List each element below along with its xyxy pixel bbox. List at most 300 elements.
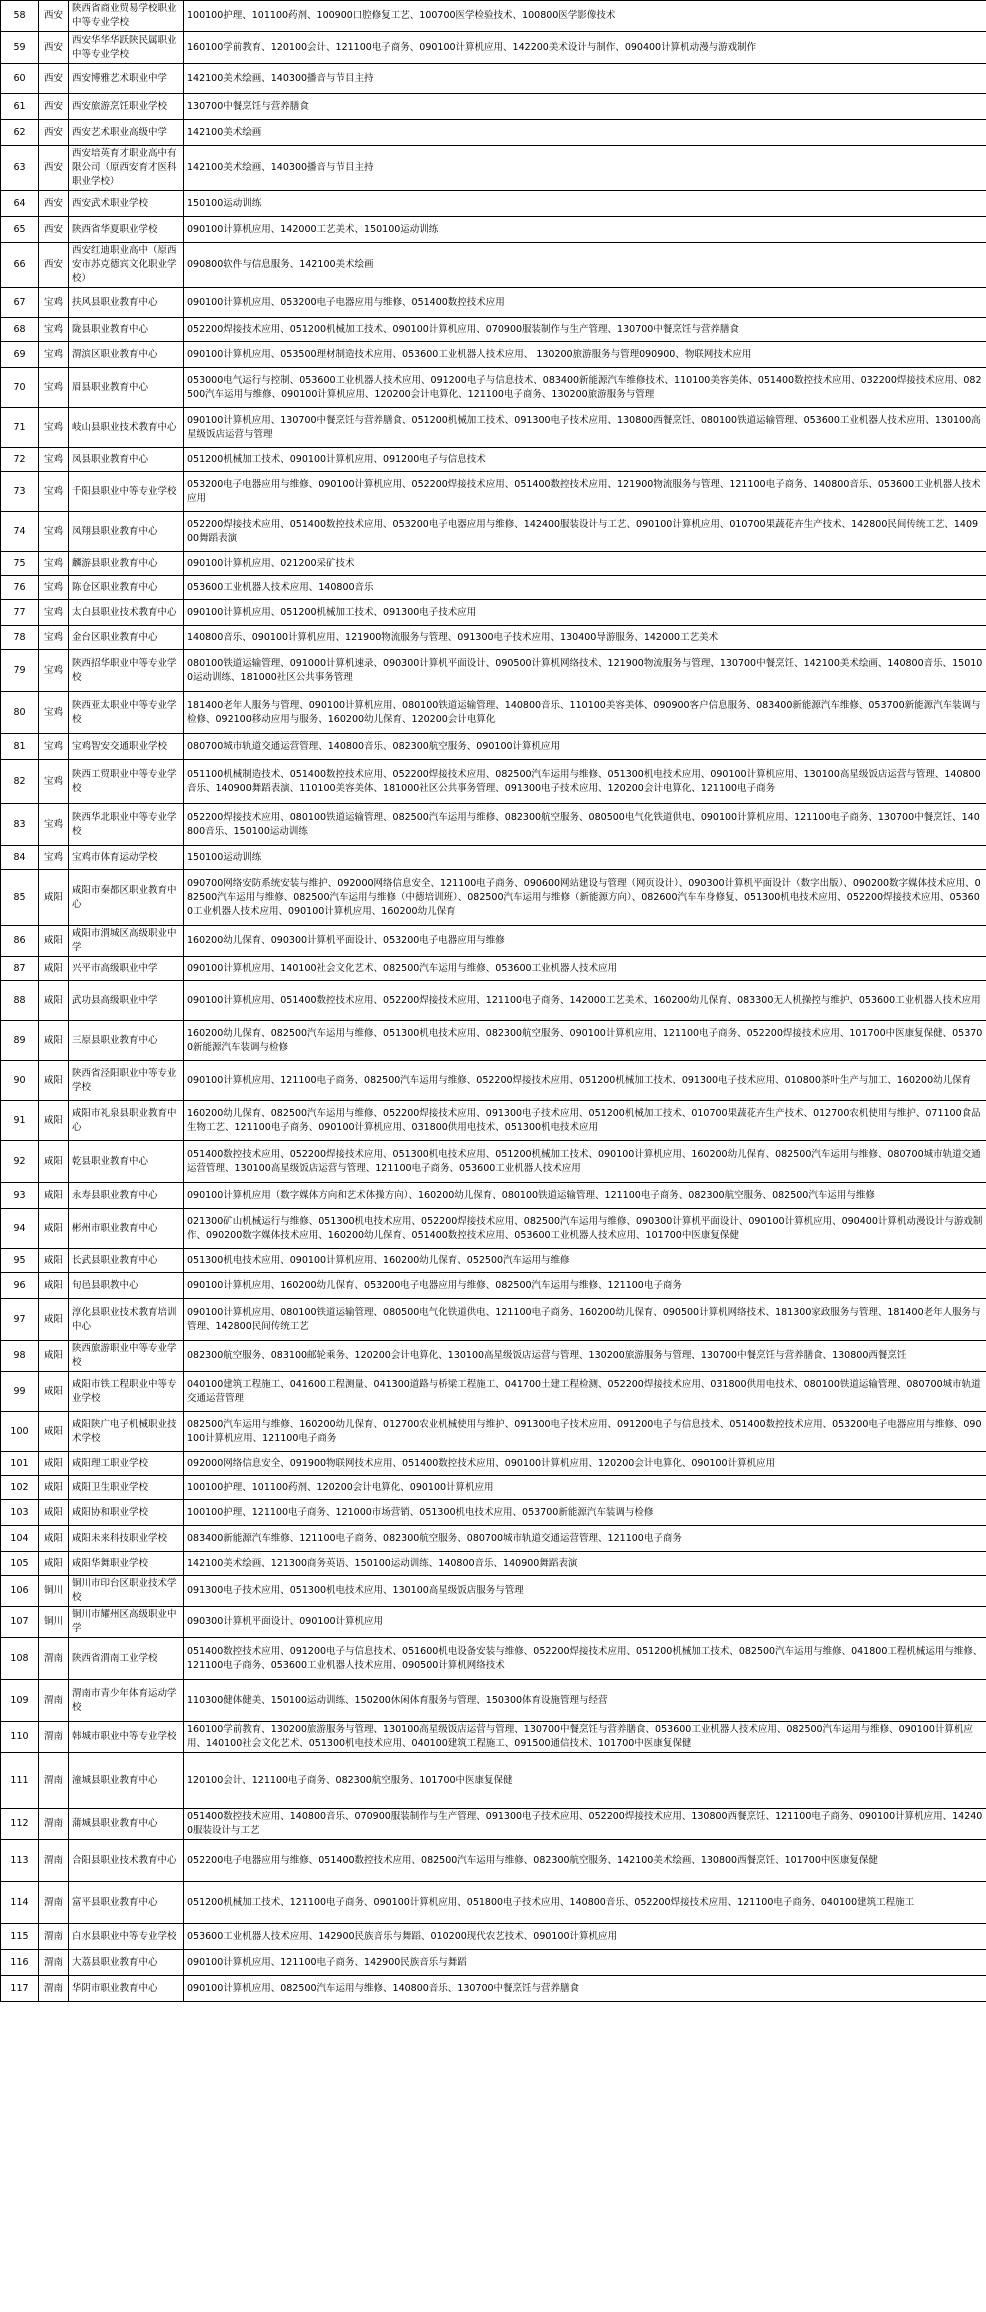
row-school: 长武县职业教育中心 <box>69 1249 184 1273</box>
row-school: 铜川市耀州区高级职业中学 <box>69 1607 184 1638</box>
row-city: 咸阳 <box>39 1299 69 1341</box>
row-number: 100 <box>1 1412 39 1452</box>
row-school: 三原县职业教育中心 <box>69 1021 184 1061</box>
row-city: 咸阳 <box>39 1412 69 1452</box>
row-city: 西安 <box>39 217 69 243</box>
row-school: 金台区职业教育中心 <box>69 626 184 650</box>
table-row <box>1 1 986 32</box>
row-majors: 082300航空服务、083100邮轮乘务、120200会计电算化、130100高星级饭店运营与管理、130200旅游服务与管理、130700中餐烹饪与营养膳食、130800西餐烹饪 <box>184 1341 986 1372</box>
row-city: 西安 <box>39 146 69 191</box>
row-number: 79 <box>1 650 39 692</box>
row-school: 武功县高级职业中学 <box>69 981 184 1021</box>
row-number: 109 <box>1 1680 39 1722</box>
row-number: 70 <box>1 368 39 408</box>
row-school: 大荔县职业教育中心 <box>69 1950 184 1976</box>
table-row <box>1 217 986 243</box>
row-number: 110 <box>1 1722 39 1753</box>
row-number: 81 <box>1 734 39 760</box>
table-row <box>1 1882 986 1924</box>
row-number: 68 <box>1 318 39 342</box>
row-school: 潼城县职业教育中心 <box>69 1753 184 1809</box>
row-school: 太白县职业技术教育中心 <box>69 600 184 626</box>
row-number: 105 <box>1 1552 39 1576</box>
row-majors: 090100计算机应用、142000工艺美术、150100运动训练 <box>184 217 986 243</box>
row-school: 陇县职业教育中心 <box>69 318 184 342</box>
row-number: 58 <box>1 1 39 32</box>
row-majors: 120100会计、121100电子商务、082300航空服务、101700中医康复保健 <box>184 1753 986 1809</box>
row-school: 陕西旅游职业中等专业学校 <box>69 1341 184 1372</box>
row-number: 106 <box>1 1576 39 1607</box>
table-row <box>1 342 986 368</box>
table-row <box>1 512 986 552</box>
row-number: 69 <box>1 342 39 368</box>
row-majors: 090100计算机应用、080100铁道运输管理、080500电气化铁道供电、121100电子商务、160200幼儿保育、090500计算机网络技术、181300家政服务与管理、181400老年人服务与管理、142800民间传统工艺 <box>184 1299 986 1341</box>
row-number: 73 <box>1 472 39 512</box>
table-row <box>1 1476 986 1500</box>
row-majors: 052200焊接技术应用、080100铁道运输管理、082500汽车运用与维修、082300航空服务、080500电气化铁道供电、090100计算机应用、121100电子商务、130700中餐烹饪、140800音乐、150100运动训练 <box>184 804 986 846</box>
row-number: 83 <box>1 804 39 846</box>
row-school: 陕西省渭南工业学校 <box>69 1638 184 1680</box>
row-city: 渭南 <box>39 1976 69 2002</box>
row-majors: 080100铁道运输管理、091000计算机速录、090300计算机平面设计、090500计算机网络技术、121900物流服务与管理、130700中餐烹饪、142100美术绘画、140800音乐、150100运动训练、181000社区公共事务管理 <box>184 650 986 692</box>
row-number: 85 <box>1 870 39 926</box>
row-city: 西安 <box>39 191 69 217</box>
row-number: 89 <box>1 1021 39 1061</box>
row-school: 扶风县职业教育中心 <box>69 288 184 318</box>
table-row <box>1 600 986 626</box>
row-number: 87 <box>1 957 39 981</box>
row-majors: 082500汽车运用与维修、160200幼儿保育、012700农业机械使用与维护、091300电子技术应用、091200电子与信息技术、051400数控技术应用、053200电子电器应用与维修、090100计算机应用、121100电子商务 <box>184 1412 986 1452</box>
row-school: 陕西华北职业中等专业学校 <box>69 804 184 846</box>
table-body <box>1 1 986 2002</box>
row-school: 陕西工贸职业中等专业学校 <box>69 760 184 804</box>
row-majors: 051200机械加工技术、121100电子商务、090100计算机应用、051800电子技术应用、140800音乐、052200焊接技术应用、121100电子商务、040100建筑工程施工 <box>184 1882 986 1924</box>
row-school: 西安红迪职业高中（原西安市苏克德宾文化职业学校） <box>69 243 184 288</box>
row-city: 宝鸡 <box>39 760 69 804</box>
row-city: 咸阳 <box>39 1476 69 1500</box>
row-number: 115 <box>1 1924 39 1950</box>
table-row <box>1 1526 986 1552</box>
table-row <box>1 1976 986 2002</box>
row-majors: 160200幼儿保育、082500汽车运用与维修、052200焊接技术应用、091300电子技术应用、051200机械加工技术、010700果蔬花卉生产技术、012700农机使用与维护、071100食品生物工艺、121100电子商务、090100计算机应用、031800供用电技术、051300机电技术应用 <box>184 1101 986 1141</box>
table-row <box>1 243 986 288</box>
table-row <box>1 1021 986 1061</box>
table-row <box>1 1607 986 1638</box>
row-city: 渭南 <box>39 1680 69 1722</box>
row-number: 74 <box>1 512 39 552</box>
row-majors: 090100计算机应用、121100电子商务、082500汽车运用与维修、052200焊接技术应用、051200机械加工技术、091300电子技术应用、010800茶叶生产与加工、160200幼儿保育 <box>184 1061 986 1101</box>
row-number: 92 <box>1 1141 39 1183</box>
row-city: 宝鸡 <box>39 448 69 472</box>
row-number: 76 <box>1 576 39 600</box>
row-city: 宝鸡 <box>39 692 69 734</box>
table-row <box>1 760 986 804</box>
row-school: 永寿县职业教育中心 <box>69 1183 184 1209</box>
row-city: 宝鸡 <box>39 846 69 870</box>
row-number: 97 <box>1 1299 39 1341</box>
table-row <box>1 1500 986 1526</box>
row-majors: 140800音乐、090100计算机应用、121900物流服务与管理、091300电子技术应用、130400导游服务、142000工艺美术 <box>184 626 986 650</box>
table-row <box>1 1840 986 1882</box>
table-row <box>1 1209 986 1249</box>
row-majors: 052200焊接技术应用、051400数控技术应用、053200电子电器应用与维修、142400服装设计与工艺、090100计算机应用、010700果蔬花卉生产技术、142800民间传统工艺、140900舞蹈表演 <box>184 512 986 552</box>
row-majors: 142100美术绘画、121300商务英语、150100运动训练、140800音乐、140900舞蹈表演 <box>184 1552 986 1576</box>
row-number: 104 <box>1 1526 39 1552</box>
row-city: 咸阳 <box>39 1341 69 1372</box>
table-row <box>1 1183 986 1209</box>
row-majors: 142100美术绘画、140300播音与节目主持 <box>184 146 986 191</box>
row-school: 眉县职业教育中心 <box>69 368 184 408</box>
row-majors: 051200机械加工技术、090100计算机应用、091200电子与信息技术 <box>184 448 986 472</box>
row-majors: 090100计算机应用、160200幼儿保育、053200电子电器应用与维修、082500汽车运用与维修、121100电子商务 <box>184 1273 986 1299</box>
table-row <box>1 94 986 120</box>
table-row <box>1 191 986 217</box>
row-school: 合阳县职业技术教育中心 <box>69 1840 184 1882</box>
row-city: 宝鸡 <box>39 600 69 626</box>
table-row <box>1 120 986 146</box>
row-majors: 100100护理、101100药剂、100900口腔修复工艺、100700医学检验技术、100800医学影像技术 <box>184 1 986 32</box>
row-majors: 052200电子电器应用与维修、051400数控技术应用、082500汽车运用与维修、082300航空服务、142100美术绘画、130800西餐烹饪、101700中医康复保健 <box>184 1840 986 1882</box>
table-row <box>1 1576 986 1607</box>
table-row <box>1 981 986 1021</box>
row-school: 白水县职业中等专业学校 <box>69 1924 184 1950</box>
row-number: 94 <box>1 1209 39 1249</box>
table-row <box>1 472 986 512</box>
row-majors: 090300计算机平面设计、090100计算机应用 <box>184 1607 986 1638</box>
row-school: 西安华华华跃陕民属职业中等专业学校 <box>69 32 184 64</box>
row-majors: 160100学前教育、130200旅游服务与管理、130100高星级饭店运营与管理、130700中餐烹饪与营养膳食、053600工业机器人技术应用、082500汽车运用与维修、090100计算机应用、140100社会文化艺术、051300机电技术应用、040100建筑工程施工、091500通信技术、101700中医康复保健 <box>184 1722 986 1753</box>
row-majors: 150100运动训练 <box>184 846 986 870</box>
row-city: 咸阳 <box>39 1552 69 1576</box>
row-majors: 100100护理、121100电子商务、121000市场营销、051300机电技术应用、053700新能源汽车装调与检修 <box>184 1500 986 1526</box>
row-majors: 051400数控技术应用、140800音乐、070900服装制作与生产管理、091300电子技术应用、052200焊接技术应用、130800西餐烹饪、121100电子商务、090100计算机应用、142400服装设计与工艺 <box>184 1809 986 1840</box>
row-school: 旬邑县职教中心 <box>69 1273 184 1299</box>
row-majors: 051300机电技术应用、090100计算机应用、160200幼儿保育、052500汽车运用与维修 <box>184 1249 986 1273</box>
table-row <box>1 1552 986 1576</box>
table-row <box>1 1341 986 1372</box>
row-school: 凤县职业教育中心 <box>69 448 184 472</box>
row-number: 113 <box>1 1840 39 1882</box>
row-city: 咸阳 <box>39 1273 69 1299</box>
row-school: 咸阳理工职业学校 <box>69 1452 184 1476</box>
row-school: 渭滨区职业教育中心 <box>69 342 184 368</box>
row-city: 西安 <box>39 32 69 64</box>
row-city: 渭南 <box>39 1840 69 1882</box>
row-majors: 053200电子电器应用与维修、090100计算机应用、052200焊接技术应用、051400数控技术应用、121900物流服务与管理、121100电子商务、140800音乐、053600工业机器人技术应用 <box>184 472 986 512</box>
row-city: 渭南 <box>39 1753 69 1809</box>
row-city: 咸阳 <box>39 1249 69 1273</box>
table-row <box>1 1299 986 1341</box>
row-majors: 080700城市轨道交通运营管理、140800音乐、082300航空服务、090100计算机应用 <box>184 734 986 760</box>
row-majors: 160200幼儿保育、082500汽车运用与维修、051300机电技术应用、082300航空服务、090100计算机应用、121100电子商务、052200焊接技术应用、101700中医康复保健、053700新能源汽车装调与检修 <box>184 1021 986 1061</box>
table-row <box>1 1950 986 1976</box>
row-school: 蒲城县职业教育中心 <box>69 1809 184 1840</box>
row-majors: 142100美术绘画、140300播音与节目主持 <box>184 64 986 94</box>
row-city: 宝鸡 <box>39 650 69 692</box>
row-city: 宝鸡 <box>39 626 69 650</box>
row-majors: 090100计算机应用、082500汽车运用与维修、140800音乐、130700中餐烹饪与营养膳食 <box>184 1976 986 2002</box>
row-city: 渭南 <box>39 1809 69 1840</box>
table-row <box>1 408 986 448</box>
row-majors: 021300矿山机械运行与维修、051300机电技术应用、052200焊接技术应用、082500汽车运用与维修、090300计算机平面设计、090100计算机应用、090400计算机动漫设计与游戏制作、090200数字媒体技术应用、160200幼儿保育、051400数控技术应用、053600工业机器人技术应用、101700中医康复保健 <box>184 1209 986 1249</box>
table-row <box>1 926 986 957</box>
table-row <box>1 32 986 64</box>
row-city: 渭南 <box>39 1722 69 1753</box>
row-city: 宝鸡 <box>39 472 69 512</box>
row-city: 咸阳 <box>39 1209 69 1249</box>
table-row <box>1 1412 986 1452</box>
row-majors: 090100计算机应用、053500理材制造技术应用、053600工业机器人技术应用、 130200旅游服务与管理090900、物联网技术应用 <box>184 342 986 368</box>
row-majors: 142100美术绘画 <box>184 120 986 146</box>
row-number: 65 <box>1 217 39 243</box>
row-number: 111 <box>1 1753 39 1809</box>
table-row <box>1 1249 986 1273</box>
table-row <box>1 1753 986 1809</box>
row-school: 铜川市印台区职业技术学校 <box>69 1576 184 1607</box>
row-number: 60 <box>1 64 39 94</box>
row-school: 渭南市青少年体育运动学校 <box>69 1680 184 1722</box>
row-city: 渭南 <box>39 1882 69 1924</box>
row-school: 韩城市职业中等专业学校 <box>69 1722 184 1753</box>
row-majors: 040100建筑工程施工、041600工程测量、041300道路与桥梁工程施工、041700土建工程检测、052200焊接技术应用、031800供用电技术、080100铁道运输管理、080700城市轨道交通运营管理 <box>184 1372 986 1412</box>
row-school: 淳化县职业技术教育培训中心 <box>69 1299 184 1341</box>
row-city: 咸阳 <box>39 1101 69 1141</box>
row-city: 咸阳 <box>39 926 69 957</box>
row-school: 陈仓区职业教育中心 <box>69 576 184 600</box>
row-number: 77 <box>1 600 39 626</box>
row-majors: 053600工业机器人技术应用、140800音乐 <box>184 576 986 600</box>
table-row <box>1 146 986 191</box>
row-majors: 150100运动训练 <box>184 191 986 217</box>
row-school: 华阴市职业教育中心 <box>69 1976 184 2002</box>
row-city: 咸阳 <box>39 1183 69 1209</box>
row-school: 宝鸡市体育运动学校 <box>69 846 184 870</box>
row-majors: 052200焊接技术应用、051200机械加工技术、090100计算机应用、070900服装制作与生产管理、130700中餐烹饪与营养膳食 <box>184 318 986 342</box>
row-majors: 090100计算机应用、130700中餐烹饪与营养膳食、051200机械加工技术、091300电子技术应用、130800西餐烹饪、080100铁道运输管理、053600工业机器人技术应用、130100高星级饭店运营与管理 <box>184 408 986 448</box>
row-school: 西安艺术职业高级中学 <box>69 120 184 146</box>
row-number: 59 <box>1 32 39 64</box>
row-city: 宝鸡 <box>39 552 69 576</box>
row-school: 咸阳市礼泉县职业教育中心 <box>69 1101 184 1141</box>
table-row <box>1 552 986 576</box>
row-number: 99 <box>1 1372 39 1412</box>
row-school: 宝鸡智安交通职业学校 <box>69 734 184 760</box>
row-number: 63 <box>1 146 39 191</box>
row-number: 93 <box>1 1183 39 1209</box>
row-school: 麟游县职业教育中心 <box>69 552 184 576</box>
row-number: 84 <box>1 846 39 870</box>
row-majors: 090100计算机应用、051200机械加工技术、091300电子技术应用 <box>184 600 986 626</box>
row-city: 咸阳 <box>39 981 69 1021</box>
row-school: 西安旅游烹饪职业学校 <box>69 94 184 120</box>
row-city: 宝鸡 <box>39 576 69 600</box>
row-city: 咸阳 <box>39 1372 69 1412</box>
table-row <box>1 318 986 342</box>
row-majors: 092000网络信息安全、091900物联网技术应用、051400数控技术应用、090100计算机应用、120200会计电算化、090100计算机应用 <box>184 1452 986 1476</box>
row-city: 渭南 <box>39 1924 69 1950</box>
table-row <box>1 1141 986 1183</box>
row-number: 72 <box>1 448 39 472</box>
row-city: 西安 <box>39 64 69 94</box>
row-school: 乾县职业教育中心 <box>69 1141 184 1183</box>
table-row <box>1 1638 986 1680</box>
row-city: 宝鸡 <box>39 408 69 448</box>
table-row <box>1 576 986 600</box>
table-row <box>1 1452 986 1476</box>
row-school: 陕西省商业贸易学校职业中等专业学校 <box>69 1 184 32</box>
table-row <box>1 1372 986 1412</box>
row-majors: 051400数控技术应用、052200焊接技术应用、051300机电技术应用、051200机械加工技术、090100计算机应用、160200幼儿保育、082500汽车运用与维修、080700城市轨道交通运营管理、130100高星级饭店运营与管理、121100电子商务、053600工业机器人技术应用 <box>184 1141 986 1183</box>
row-number: 66 <box>1 243 39 288</box>
table-row <box>1 1924 986 1950</box>
row-school: 千阳县职业中等专业学校 <box>69 472 184 512</box>
row-number: 64 <box>1 191 39 217</box>
row-city: 西安 <box>39 1 69 32</box>
table-row <box>1 1722 986 1753</box>
row-number: 103 <box>1 1500 39 1526</box>
row-number: 67 <box>1 288 39 318</box>
row-school: 陕西招华职业中等专业学校 <box>69 650 184 692</box>
row-majors: 091300电子技术应用、051300机电技术应用、130100高星级饭店服务与管理 <box>184 1576 986 1607</box>
row-majors: 160200幼儿保育、090300计算机平面设计、053200电子电器应用与维修 <box>184 926 986 957</box>
row-city: 渭南 <box>39 1950 69 1976</box>
row-majors: 051400数控技术应用、091200电子与信息技术、051600机电设备安装与维修、052200焊接技术应用、051200机械加工技术、082500汽车运用与维修、041800工程机械运用与维修、121100电子商务、053600工业机器人技术应用、090500计算机网络技术 <box>184 1638 986 1680</box>
table-row <box>1 1680 986 1722</box>
row-school: 陕西省华夏职业学校 <box>69 217 184 243</box>
row-majors: 083400新能源汽车维修、121100电子商务、082300航空服务、080700城市轨道交通运营管理、121100电子商务 <box>184 1526 986 1552</box>
row-city: 咸阳 <box>39 1500 69 1526</box>
row-number: 62 <box>1 120 39 146</box>
row-number: 80 <box>1 692 39 734</box>
table-row <box>1 1809 986 1840</box>
row-school: 富平县职业教育中心 <box>69 1882 184 1924</box>
table-row <box>1 692 986 734</box>
row-city: 铜川 <box>39 1576 69 1607</box>
row-number: 102 <box>1 1476 39 1500</box>
row-number: 86 <box>1 926 39 957</box>
row-school: 西安武术职业学校 <box>69 191 184 217</box>
row-majors: 110300健体健美、150100运动训练、150200休闲体育服务与管理、150300体育设施管理与经营 <box>184 1680 986 1722</box>
table-row <box>1 288 986 318</box>
row-majors: 053000电气运行与控制、053600工业机器人技术应用、091200电子与信息技术、083400新能源汽车维修技术、110100美容美体、051400数控技术应用、032200焊接技术应用、082500汽车运用与维修、090100计算机应用、120200会计电算化、121100电子商务、130200旅游服务与管理 <box>184 368 986 408</box>
table-row <box>1 870 986 926</box>
row-majors: 090100计算机应用、121100电子商务、142900民族音乐与舞蹈 <box>184 1950 986 1976</box>
row-number: 61 <box>1 94 39 120</box>
row-school: 咸阳陕广电子机械职业技术学校 <box>69 1412 184 1452</box>
row-number: 112 <box>1 1809 39 1840</box>
row-city: 咸阳 <box>39 1141 69 1183</box>
table-row <box>1 626 986 650</box>
row-school: 咸阳未来科技职业学校 <box>69 1526 184 1552</box>
row-majors: 090100计算机应用、053200电子电器应用与维修、051400数控技术应用 <box>184 288 986 318</box>
row-city: 宝鸡 <box>39 512 69 552</box>
row-city: 咸阳 <box>39 1526 69 1552</box>
table-row <box>1 368 986 408</box>
row-majors: 090700网络安防系统安装与维护、092000网络信息安全、121100电子商务、090600网站建设与管理（网页设计）、090300计算机平面设计（数字出版）、090200数字媒体技术应用、082500汽车运用与维修、082500汽车运用与维修（中德培训班）、082500汽车运用与维修（新能源方向）、082600汽车车身修复、051300机电技术应用、052200焊接技术应用、053600工业机器人技术应用、090100计算机应用、160200幼儿保育 <box>184 870 986 926</box>
row-majors: 053600工业机器人技术应用、142900民族音乐与舞蹈、010200现代农艺技术、090100计算机应用 <box>184 1924 986 1950</box>
row-number: 82 <box>1 760 39 804</box>
row-number: 116 <box>1 1950 39 1976</box>
row-majors: 181400老年人服务与管理、090100计算机应用、080100铁道运输管理、140800音乐、110100美容美体、090900客户信息服务、083400新能源汽车维修、053700新能源汽车装调与检修、092100移动应用与服务、160200幼儿保育、120200会计电算化 <box>184 692 986 734</box>
row-number: 107 <box>1 1607 39 1638</box>
row-majors: 090100计算机应用、140100社会文化艺术、082500汽车运用与维修、053600工业机器人技术应用 <box>184 957 986 981</box>
row-city: 咸阳 <box>39 1021 69 1061</box>
row-city: 咸阳 <box>39 1061 69 1101</box>
row-majors: 090800软件与信息服务、142100美术绘画 <box>184 243 986 288</box>
row-city: 宝鸡 <box>39 804 69 846</box>
row-city: 咸阳 <box>39 1452 69 1476</box>
row-city: 西安 <box>39 243 69 288</box>
table-row <box>1 448 986 472</box>
row-city: 咸阳 <box>39 870 69 926</box>
row-number: 75 <box>1 552 39 576</box>
row-school: 彬州市职业教育中心 <box>69 1209 184 1249</box>
table-row <box>1 846 986 870</box>
row-majors: 130700中餐烹饪与营养膳食 <box>184 94 986 120</box>
row-city: 西安 <box>39 120 69 146</box>
row-majors: 090100计算机应用、021200采矿技术 <box>184 552 986 576</box>
table-row <box>1 734 986 760</box>
row-majors: 090100计算机应用（数字媒体方向和艺术体操方向）、160200幼儿保育、080100铁道运输管理、121100电子商务、082300航空服务、082500汽车运用与维修 <box>184 1183 986 1209</box>
table-row <box>1 1061 986 1101</box>
row-school: 咸阳卫生职业学校 <box>69 1476 184 1500</box>
row-school: 陕西省泾阳职业中等专业学校 <box>69 1061 184 1101</box>
row-city: 宝鸡 <box>39 734 69 760</box>
row-school: 咸阳华舞职业学校 <box>69 1552 184 1576</box>
row-school: 凤翔县职业教育中心 <box>69 512 184 552</box>
row-city: 宝鸡 <box>39 318 69 342</box>
row-number: 96 <box>1 1273 39 1299</box>
row-school: 西安培英育才职业高中有限公司（原西安育才医科职业学校） <box>69 146 184 191</box>
row-school: 咸阳市秦都区职业教育中心 <box>69 870 184 926</box>
row-number: 71 <box>1 408 39 448</box>
row-city: 咸阳 <box>39 957 69 981</box>
row-majors: 100100护理、101100药剂、120200会计电算化、090100计算机应用 <box>184 1476 986 1500</box>
row-number: 78 <box>1 626 39 650</box>
row-majors: 051100机械制造技术、051400数控技术应用、052200焊接技术应用、082500汽车运用与维修、051300机电技术应用、090100计算机应用、130100高星级饭店运营与管理、140800音乐、140900舞蹈表演、110100美容美体、181000社区公共事务管理、091300电子技术应用、120200会计电算化、121100电子商务 <box>184 760 986 804</box>
table-row <box>1 804 986 846</box>
row-city: 宝鸡 <box>39 368 69 408</box>
table-row <box>1 650 986 692</box>
table-row <box>1 64 986 94</box>
row-school: 咸阳协和职业学校 <box>69 1500 184 1526</box>
row-school: 咸阳市渭城区高级职业中学 <box>69 926 184 957</box>
row-number: 88 <box>1 981 39 1021</box>
row-number: 114 <box>1 1882 39 1924</box>
row-city: 铜川 <box>39 1607 69 1638</box>
row-city: 西安 <box>39 94 69 120</box>
row-city: 宝鸡 <box>39 342 69 368</box>
row-number: 117 <box>1 1976 39 2002</box>
row-number: 90 <box>1 1061 39 1101</box>
row-city: 渭南 <box>39 1638 69 1680</box>
table-row <box>1 1101 986 1141</box>
row-city: 宝鸡 <box>39 288 69 318</box>
row-number: 98 <box>1 1341 39 1372</box>
row-number: 91 <box>1 1101 39 1141</box>
row-school: 陕西亚太职业中等专业学校 <box>69 692 184 734</box>
row-number: 101 <box>1 1452 39 1476</box>
row-school: 咸阳市铁工程职业中等专业学校 <box>69 1372 184 1412</box>
row-majors: 090100计算机应用、051400数控技术应用、052200焊接技术应用、121100电子商务、142000工艺美术、160200幼儿保育、083300无人机操控与维护、053600工业机器人技术应用 <box>184 981 986 1021</box>
row-school: 岐山县职业技术教育中心 <box>69 408 184 448</box>
table-row <box>1 957 986 981</box>
row-number: 95 <box>1 1249 39 1273</box>
row-number: 108 <box>1 1638 39 1680</box>
table-row <box>1 1273 986 1299</box>
row-majors: 160100学前教育、120100会计、121100电子商务、090100计算机应用、142200美术设计与制作、090400计算机动漫与游戏制作 <box>184 32 986 64</box>
row-school: 兴平市高级职业中学 <box>69 957 184 981</box>
